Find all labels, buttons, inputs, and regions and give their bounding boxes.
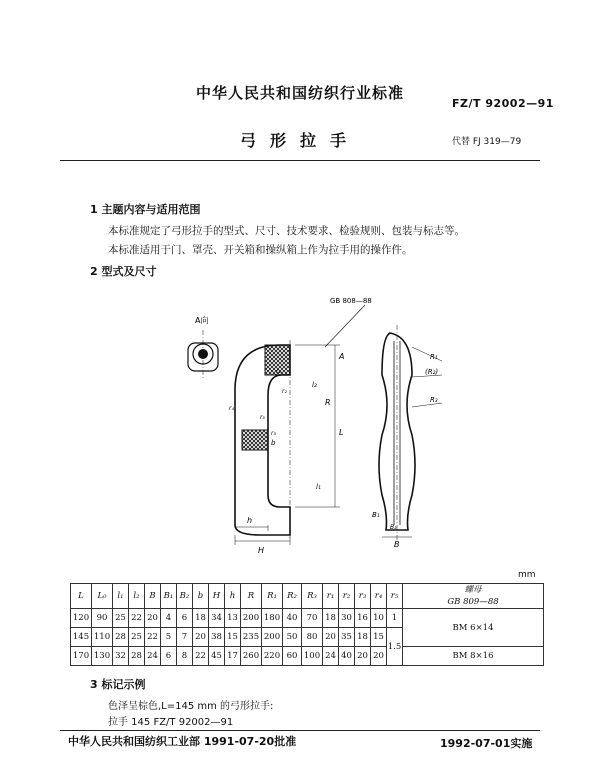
cell: 20 xyxy=(193,628,209,647)
table-row xyxy=(71,609,544,628)
th-b: B xyxy=(145,584,161,609)
cell: 34 xyxy=(209,609,225,628)
cell: 15 xyxy=(371,628,387,647)
cell: 235 xyxy=(241,628,262,647)
dim-r2-side: (R₂) xyxy=(425,368,439,376)
cell: 25 xyxy=(129,628,145,647)
example-mark: 拉手 145 FZ/T 92002—91 xyxy=(108,717,234,728)
cell: 13 xyxy=(225,609,241,628)
th-b1: B₁ xyxy=(161,584,177,609)
effective-date: 1992-07-01实施 xyxy=(440,737,533,750)
a-view-label: A向 xyxy=(195,316,209,325)
cell: 32 xyxy=(113,647,129,666)
th-r1-small: r₁ xyxy=(323,584,339,609)
th-l: L xyxy=(71,584,92,609)
th-r2: R₂ xyxy=(283,584,302,609)
gb-label: GB 808—88 xyxy=(330,297,372,305)
cell: 24 xyxy=(145,647,161,666)
cell: 40 xyxy=(283,609,302,628)
section1-heading: 1 主题内容与适用范围 xyxy=(90,203,201,216)
cell: 28 xyxy=(113,628,129,647)
front-view xyxy=(229,297,372,555)
handle-drawing xyxy=(150,285,460,560)
cell: 30 xyxy=(339,609,355,628)
cell: 22 xyxy=(193,647,209,666)
cell: 5 xyxy=(161,628,177,647)
dim-b2: B₂ xyxy=(390,524,397,531)
th-b2: B₂ xyxy=(177,584,193,609)
cell: 180 xyxy=(262,609,283,628)
replaces-note: 代替 FJ 319—79 xyxy=(452,137,522,147)
dim-h-upper: H xyxy=(258,546,265,555)
cell: 4 xyxy=(161,609,177,628)
cell: 70 xyxy=(302,609,323,628)
cell: 24 xyxy=(323,647,339,666)
cell: 22 xyxy=(145,628,161,647)
cell: 20 xyxy=(371,647,387,666)
a-view xyxy=(188,315,218,380)
document-title: 弓形拉手 xyxy=(239,131,360,150)
section3-heading: 3 标记示例 xyxy=(90,678,146,691)
th-h: H xyxy=(209,584,225,609)
section1-para2: 本标准适用于门、罩壳、开关箱和操纵箱上作为拉手用的操作件。 xyxy=(108,244,413,256)
cell: 7 xyxy=(177,628,193,647)
cell: 120 xyxy=(71,609,92,628)
footer-rule xyxy=(60,730,540,731)
dim-r5: r₅ xyxy=(260,414,265,421)
org-title: 中华人民共和国纺织行业标准 xyxy=(195,84,404,102)
cell: 45 xyxy=(209,647,225,666)
dim-r4: r₄ xyxy=(229,405,234,412)
cell: 8 xyxy=(177,647,193,666)
cell: 18 xyxy=(323,609,339,628)
table-header-row xyxy=(71,584,544,609)
side-view xyxy=(340,300,442,549)
dimension-table xyxy=(70,583,544,666)
cell: 20 xyxy=(355,647,371,666)
dim-b-side: B xyxy=(394,540,400,549)
dim-h: h xyxy=(247,516,253,525)
header-rule xyxy=(60,160,540,161)
cell: 90 xyxy=(92,609,113,628)
cell: 170 xyxy=(71,647,92,666)
cell: 1 xyxy=(387,609,403,628)
cell: 200 xyxy=(241,609,262,628)
dim-b: b xyxy=(271,439,276,447)
cell: 28 xyxy=(129,647,145,666)
section1-para1: 本标准规定了弓形拉手的型式、尺寸、技术要求、检验规则、包装与标志等。 xyxy=(108,225,465,237)
cell: 80 xyxy=(302,628,323,647)
dim-r3: r₃ xyxy=(271,430,276,437)
cell: 22 xyxy=(129,609,145,628)
dim-l1: l₁ xyxy=(316,483,321,491)
section2-heading: 2 型式及尺寸 xyxy=(90,265,157,278)
cell: 20 xyxy=(145,609,161,628)
cell: 25 xyxy=(113,609,129,628)
table-unit: mm xyxy=(518,570,536,580)
cell: 130 xyxy=(92,647,113,666)
dim-r3-side: R₃ xyxy=(430,396,438,404)
thread-bm8: BM 8×16 xyxy=(403,647,544,666)
cell: 6 xyxy=(177,609,193,628)
dim-l2: l₂ xyxy=(312,381,317,389)
dim-r1-side: R₁ xyxy=(430,353,438,361)
approval-note: 中华人民共和国纺织工业部 1991-07-20批准 xyxy=(68,735,297,748)
cell: 200 xyxy=(262,628,283,647)
th-l1: l₁ xyxy=(113,584,129,609)
standard-code: FZ/T 92002—91 xyxy=(452,97,554,110)
th-r4-small: r₄ xyxy=(371,584,387,609)
th-b-small: b xyxy=(193,584,209,609)
cell: 16 xyxy=(355,609,371,628)
cell: 100 xyxy=(302,647,323,666)
th-thread xyxy=(403,584,544,609)
cell: 35 xyxy=(339,628,355,647)
cell: 260 xyxy=(241,647,262,666)
th-l0: L₀ xyxy=(92,584,113,609)
th-r5-small: r₅ xyxy=(387,584,403,609)
cell: 20 xyxy=(323,628,339,647)
table-row xyxy=(71,647,544,666)
dim-r2: r₂ xyxy=(282,388,287,395)
dim-a: A xyxy=(339,352,345,361)
cell: 145 xyxy=(71,628,92,647)
th-thread-line1: 螺母 xyxy=(464,585,482,595)
th-r2-small: r₂ xyxy=(339,584,355,609)
cell: 38 xyxy=(209,628,225,647)
cell: 110 xyxy=(92,628,113,647)
dim-r: R xyxy=(325,398,331,407)
thread-bm6: BM 6×14 xyxy=(403,609,544,647)
cell: 15 xyxy=(225,628,241,647)
example-description: 色泽呈棕色,L=145 mm 的弓形拉手: xyxy=(108,701,274,712)
r5-merged: 1.5 xyxy=(387,628,403,666)
cell: 220 xyxy=(262,647,283,666)
th-r3: R₃ xyxy=(302,584,323,609)
th-l2: l₂ xyxy=(129,584,145,609)
th-thread-line2: GB 809—88 xyxy=(447,597,499,607)
cell: 10 xyxy=(371,609,387,628)
cell: 17 xyxy=(225,647,241,666)
dim-r1: r₁ xyxy=(276,368,281,375)
cell: 18 xyxy=(193,609,209,628)
th-h-small: h xyxy=(225,584,241,609)
cell: 50 xyxy=(283,628,302,647)
dim-b1: B₁ xyxy=(372,511,380,519)
dim-l: L xyxy=(339,428,344,437)
th-r1: R₁ xyxy=(262,584,283,609)
cell: 6 xyxy=(161,647,177,666)
cell: 18 xyxy=(355,628,371,647)
cell: 60 xyxy=(283,647,302,666)
cell: 40 xyxy=(339,647,355,666)
th-r3-small: r₃ xyxy=(355,584,371,609)
th-r: R xyxy=(241,584,262,609)
